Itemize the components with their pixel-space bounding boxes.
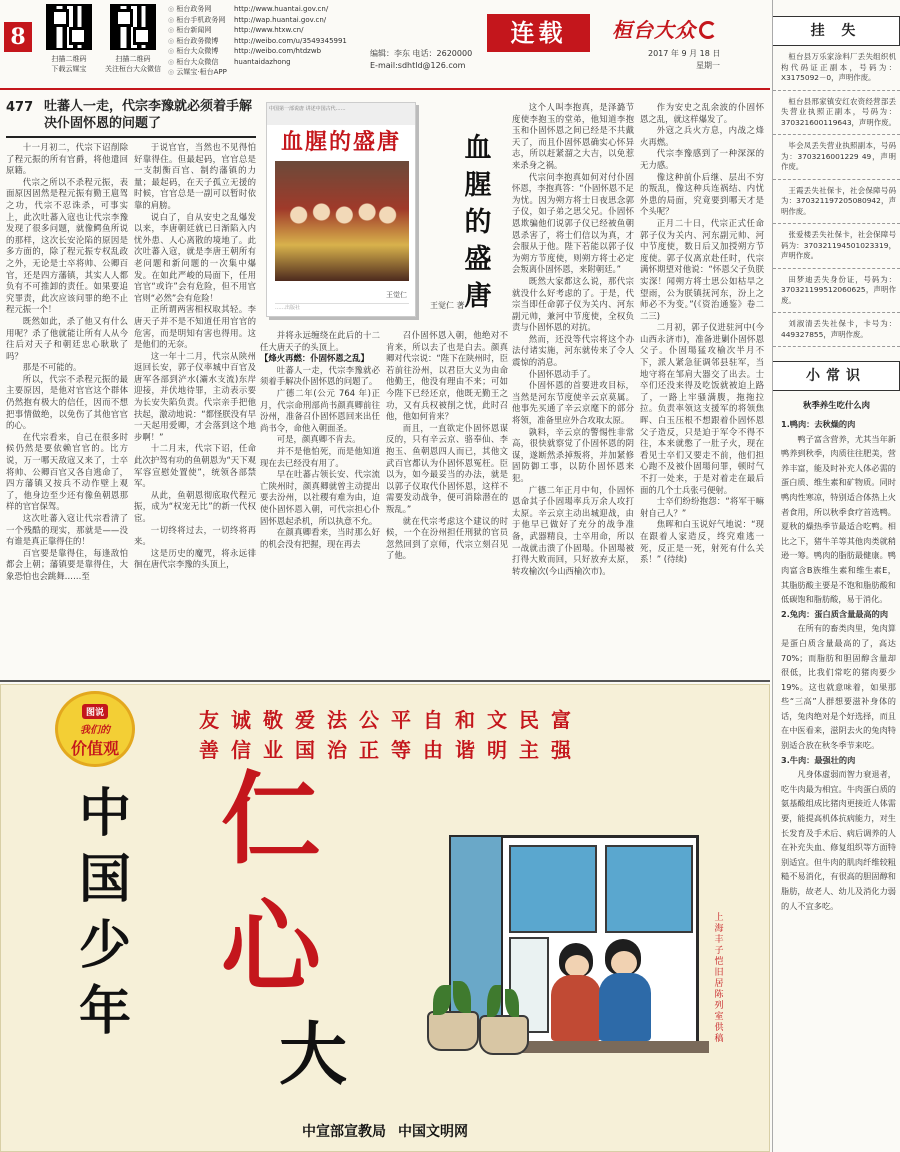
- lost-notice: 刘淑清丢失社保卡，卡号为：449327855，声明作废。: [773, 313, 900, 347]
- lost-notice: 王霞丢失社保卡，社会保障号码为：370321197205080942，声明作废。: [773, 180, 900, 225]
- book-cover-band: 中国第一部说唐 讲述中国古代……: [267, 103, 415, 125]
- book-cover-artwork: [275, 161, 409, 281]
- knowledge-body: 1.鸭肉：去秋燥的肉 鸭子富含营养，尤其当年新鸭养到秋季，肉质往往肥美，营养丰富，能及时补充人体必需的蛋白质、维生素和矿物质。同时鸭肉性寒凉，特别适合体热上火者食用，所以秋季食疗首选鸭。夏秋的燥热季节最适合吃鸭。相比之下，猪牛羊等其他肉类就稍逊一筹。鸭肉的脂肪最健康。鸭肉富含B族维生素和维生素E，其脂肪酸主要是不饱和脂肪酸和低碳饱和脂肪酸，易于消化。 2.兔肉：蛋白质含量最高的肉 在所有的畜类肉里，兔肉算是蛋白质含量最高的了，高达70%；而脂肪和胆固醇含量却很低，比我们常吃的猪肉要少19%。这也就意味着，如果那些“三高”人群想要滋补身体的话，兔肉绝对是个好选择，而且在中医看来，滋阴去火的兔肉特别适合放在秋冬季节来吃。 3.牛肉：最强壮的肉 凡身体虚弱而智力衰退者，吃牛肉最为相宜。牛肉蛋白质的氨基酸组成比猪肉更接近人体需要，能提高机体抗病能力，对生长发育及手术后、病后调养的人在补充失血、修复组织等方面特别适宜。但牛肉的肌肉纤维较粗糙不易消化，有很高的胆固醇和脂肪，故老人、幼儿及消化力弱的人不宜多吃。: [781, 419, 896, 911]
- article-title: 吐蕃人一走，代宗李豫就必须着手解决仆固怀恩的问题了: [44, 99, 253, 131]
- book-cover-publisher: ……出版社: [275, 303, 409, 311]
- series-author: 王觉仁 著: [430, 301, 465, 310]
- article-column-6: 作为安史之乱余波的仆固怀恩之乱，就这样爆发了。 外寇之兵火方息，内战之烽火再燃。 代宗李豫感到了一种深深的无力感。 像这种前仆后继、层出不穷的叛乱，像这种兵连祸结、内忧外患的局面，究竟要到哪天才是个头呢？ 正月二十日，代宗正式任命郭子仪为关内、河东副元帅、河中节度使，数日后又加授朔方节度使。郭子仪离京赴任时，代宗满怀期望对他说：“怀恩父子负朕实深！闻朔方将士思公如枯旱之望雨，公为朕镇抚河东，汾上之师必不为变。”(《资治通鉴》卷二二三) 二月初，郭子仪进驻河中(今山西永济市)，准备进剿仆固怀恩父子。仆固瑒猛攻榆次半月不下，派人紧急征调邻县驻军，当地守将在邹肩大器交了出去。士卒们还没来得及吃饭就被迫上路了，一路上牢骚满腹，拖拖拉拉。负责率领这支援军的将领焦晖、白玉压根不想跟着仆固怀恩父子造反，只是迫于军令不得不往，本来就憋了一肚子火，现在看见士卒们又要走不前，他们担心跑不及被仆固瑒问罪，顿时气不打一处来，于是对着走在最后面的几个士兵张弓便射。 士卒们纷纷抱怨：“将军干嘛射自己人？” 焦晖和白玉说好气地说：“现在跟着人家造反，终究难逃一死，反正是一死，射死有什么关系！” (待续): [640, 102, 764, 565]
- lost-notice: 桓台县邢家镇安红农资经营部丢失营业执照正副本，号码为：370321600119643，声明作废。: [773, 91, 900, 136]
- link-row[interactable]: ◎ 桓台大众微博 http://weibo.com/htdzwb: [168, 46, 347, 57]
- window-children-illustration: [409, 835, 709, 1095]
- illustration-credit: 上海丰子恺旧居陈列室供稿: [714, 913, 724, 1044]
- newspaper-logo: 桓台大众: [612, 14, 717, 43]
- serial-article: [0, 90, 770, 682]
- poster-sponsors: 中宣部宣教局 中国文明网: [302, 1124, 468, 1140]
- article-column-3: 并将永远缠绕在此后的十二任大唐天子的头顶上。 【烽火再燃：仆固怀恩之乱】 吐蕃人一走，代宗李豫就必须着手解决仆固怀恩的问题了。 广德二年(公元 764 年)正月，代宗命刑部尚书颜真卿前往汾州，准备召仆固怀恩回来出任尚书令，命他入朝面圣。 可是，颜真卿不肯去。 并不是他怕死，而是他知道现在去已经没有用了。 早在吐蕃占领长安、代宗流亡陕州时，颜真卿就曾主动提出要去汾州，以社稷有难为由，迫使仆固怀恩入朝，可代宗担心仆固怀恩起杀机，所以执意不允。 在颜真卿看来，当时那么好的机会没有把握，现在再去: [260, 330, 380, 549]
- poster-slogan-left: 中国少年: [78, 783, 131, 1042]
- series-vertical-title: 血 腥 的 盛 唐: [464, 133, 492, 312]
- link-row[interactable]: ◎ 桓台政务网 http://www.huantai.gov.cn/: [168, 4, 347, 15]
- qr-code-wechat[interactable]: [110, 4, 156, 50]
- knowledge-subtitle: 秋季养生吃什么肉: [803, 400, 870, 410]
- issue-date: 2017 年 9 月 18 日 星期一: [648, 49, 721, 70]
- values-poster: [0, 684, 770, 1152]
- qr-caption-wechat: 扫描二维码 关注桓台大众微信: [105, 55, 161, 73]
- email-link[interactable]: E-mail:sdhtld@126.com: [370, 61, 466, 70]
- link-row[interactable]: ◎ 桓台新闻网 http://www.htxw.cn/: [168, 25, 347, 36]
- masthead: [0, 0, 770, 90]
- book-cover-author: 王觉仁: [386, 291, 407, 299]
- section-tag: 连载: [487, 14, 590, 52]
- logo-icon: [699, 21, 717, 39]
- article-column-5: 这个人叫李抱真，是泽潞节度使李抱玉的堂弟，他知道李抱玉和仆固怀恩之间已经是不共戴天了，而且仆固怀恩确实心怀异志，所以赶紧溜之大吉，以免惹来杀身之祸。 代宗问李抱真如何对付仆固怀恩，李抱真答：“仆固怀恩不足为忧。因为朔方将士日夜思念郭子仪，如子弟之思父兄。仆固怀恩欺骗他们说郭子仪已经被鱼朝恩杀害了，将士们信以为真，才会服从于他。陛下若能以郭子仪为朔方节度使，则朔方将士必定会叛离仆固怀恩，来附朝廷。” 既然大家都这么说，那代宗就没什么好考虑的了。于是，代宗当即任命郭子仪为关内、河东副元帅，兼河中节度使，全权负责与仆固怀恩的对抗。 然而，还没等代宗将这个办法付诸实施，河东就传来了令人震惊的消息。 仆固怀恩动手了。 仆固怀恩的首要进攻目标，当然是河东节度使辛云京莫属。他事先买通了辛云京麾下的部分将领，准备里应外合攻取太原。 孰料，辛云京的警惕性非常高，很快就察觉了仆固怀恩的阴谋，遂断然杀掉叛将，并加紧修固防御工事，以防仆固怀恩来犯。 广德二年正月中旬，仆固怀恩命其子仆固瑒率兵万余人攻打太原。辛云京主动出城迎战，由于他早已做好了充分的战争准备，武器精良，士卒用命，所以一战就击溃了仆固瑒。仆固瑒被打得大败而回，只好放弃太原，转攻榆次(今山西榆次市)。: [512, 102, 634, 576]
- article-number: 477: [6, 100, 34, 115]
- article-column-1: 十一月初二，代宗下诏削除了程元振的所有官爵，将他遣回原籍。 代宗之所以不杀程元振，表面原因固然是程元振有勤王扈驾之功，代宗不忍诛杀，可事实上，此次吐蕃入寇也让代宗李豫发现了很多问题，就像鳄鱼所说的那样，这次长安沦陷的原因是多方面的，除了程元振专权乱政之外，无论是士卒将帅、公卿百官，还是四方藩镇，其实人人都负有不可推卸的责任。如果要追究罪责，此次应该问罪的绝不止程元振一个！ 既然如此，杀了他又有什么用呢？杀了他就能让所有人从今往后对天子和朝廷忠心耿耿了吗？ 那是不可能的。 所以，代宗不杀程元振的最主要原因，是他对官官这个群体仍然抱有极大的信任，因而不想把事情做绝，以免伤了其他官官的心。 在代宗看来，自己在很多时候仍然是要依赖官官的。比方说，万一哪天敌寇又来了，士卒将帅、公卿百官又各自逃命了，四方藩镇又按兵不动作壁上观了，他身边至少还有像鱼朝恩那样的官官保驾。 这次吐蕃入寇让代宗看清了一个残酷的现实，那就是——没有谁是真正靠得住的！ 百官要是靠得住，每逢敌怕都会上朝；藩镇要是靠得住，大象恐怕也会跳舞……至: [6, 142, 128, 581]
- qr-caption-app: 扫描二维码 下载云媒宝: [51, 55, 87, 73]
- poster-slogan-red: 仁心: [221, 760, 321, 1006]
- book-cover-title: 血腥的盛唐: [280, 129, 401, 155]
- link-row[interactable]: ◎ 桓台手机政务网 http://wap.huantai.gov.cn/: [168, 15, 347, 26]
- page-number: 8: [4, 22, 32, 52]
- core-values-text: 友诚敬爱法公平自和文民富 善信业国治正等由谐明主强: [199, 708, 583, 762]
- book-cover-image: [266, 102, 416, 317]
- lost-notice-heading: 挂 失: [773, 16, 900, 46]
- link-row[interactable]: ◎ 桓台政务微博 http://weibo.com/u/3549345991: [168, 36, 347, 47]
- lost-notice: 张爱楼丢失社保卡，社会保障号码为：370321194501023319，声明作废。: [773, 224, 900, 269]
- lost-notice: 毕会凤丢失营业执照副本，号码为：3703216001229 49，声明作废。: [773, 135, 900, 180]
- poster-slogan-big: 大: [279, 1015, 348, 1095]
- link-row[interactable]: ◎ 桓台大众微信 huantaidazhong: [168, 57, 347, 68]
- link-row[interactable]: ◎ 云媒宝·桓台APP: [168, 67, 347, 78]
- qr-code-app[interactable]: [46, 4, 92, 50]
- article-subhead: 【烽火再燃：仆固怀恩之乱】: [260, 353, 369, 364]
- article-column-4: 召仆固怀恩入朝，他绝对不肯来，所以去了也是白去。颜真卿对代宗说：“陛下在陕州时，臣若前往汾州，以君臣大义为由命他勤王，他没有理由不来；可如今陛下已经还京，他既无勤王之功，又有兵权被削之忧，此时召他，他如何肯来？ 而且，一直欲定仆固怀恩谋反的，只有辛云京、骆奉仙、李抱玉、鱼朝恩四人而已，其他文武百官都认为仆固怀恩冤枉。臣以为，如今最妥当的办法，就是以郭子仪取代仆固怀恩，这样不需要发动战争，便可消除潜在的叛乱。” 就在代宗考虑这个建议的时候，一个在汾州担任刑狱的官员忽然回到了京师，代宗立刻召见了他。: [386, 330, 508, 561]
- contact-links: [168, 4, 347, 78]
- title-divider: [6, 136, 256, 138]
- knowledge-heading: 小常识: [773, 361, 900, 391]
- values-badge: 图说 我们的 价值观: [55, 691, 135, 767]
- right-sidebar: [772, 0, 900, 1152]
- lost-notice: 田梦迪丢失身份证，号码为：370321199512060625，声明作废。: [773, 269, 900, 314]
- editor-info: 编辑：李东 电话：2620000 E-mail:sdhtld@126.com: [370, 49, 473, 70]
- article-column-2: 于说官官，当然也不见得怕好靠得住。但最起码，官官总是一支制衡百官、制约藩镇的力量；最起码，在天子孤立无援的时候，官官总是一副可以暂时依靠的肩膀。 说白了，自从安史之乱爆发以来，李唐朝廷就已日渐陷入内忧外患、人心离散的境地了。此次吐蕃入寇，就是李唐王朝所有老问题和新问题的一次集中爆发。在如此严峻的局面下，任用官官“或许”会有危险，但不用官官则“必然”会有危险！ 正所谓两害相权取其轻。李唐天子并不是不知道任用官官的危害，而是明知有害也得用。这是他们的无奈。 这一年十二月，代宗从陕州返回长安，郭子仪率城中百官及唐军各部到浐水(灞水支流)东岸迎接，并伏地待罪，主动表示要为长安失陷负责。代宗亲手把他扶起，激动地说：“都怪朕没有早一天起用爱卿，才会落到这个地步啊！” 十二月末，代宗下诏，任命此次护驾有功的鱼朝恩为“天下观军容宣慰处置使”，统领各部禁军。 从此，鱼朝恩彻底取代程元振，成为“权宠无比”的新一代权宦。 一切终将过去，一切终将再来。 这是历史的魔咒，将永远徘徊在唐代宗李豫的头顶上，: [134, 142, 256, 570]
- lost-notice: 桓台县万乐家涂料厂丢失组织机构代码证正副本，号码为：X3175092－0，声明作废。: [773, 46, 900, 91]
